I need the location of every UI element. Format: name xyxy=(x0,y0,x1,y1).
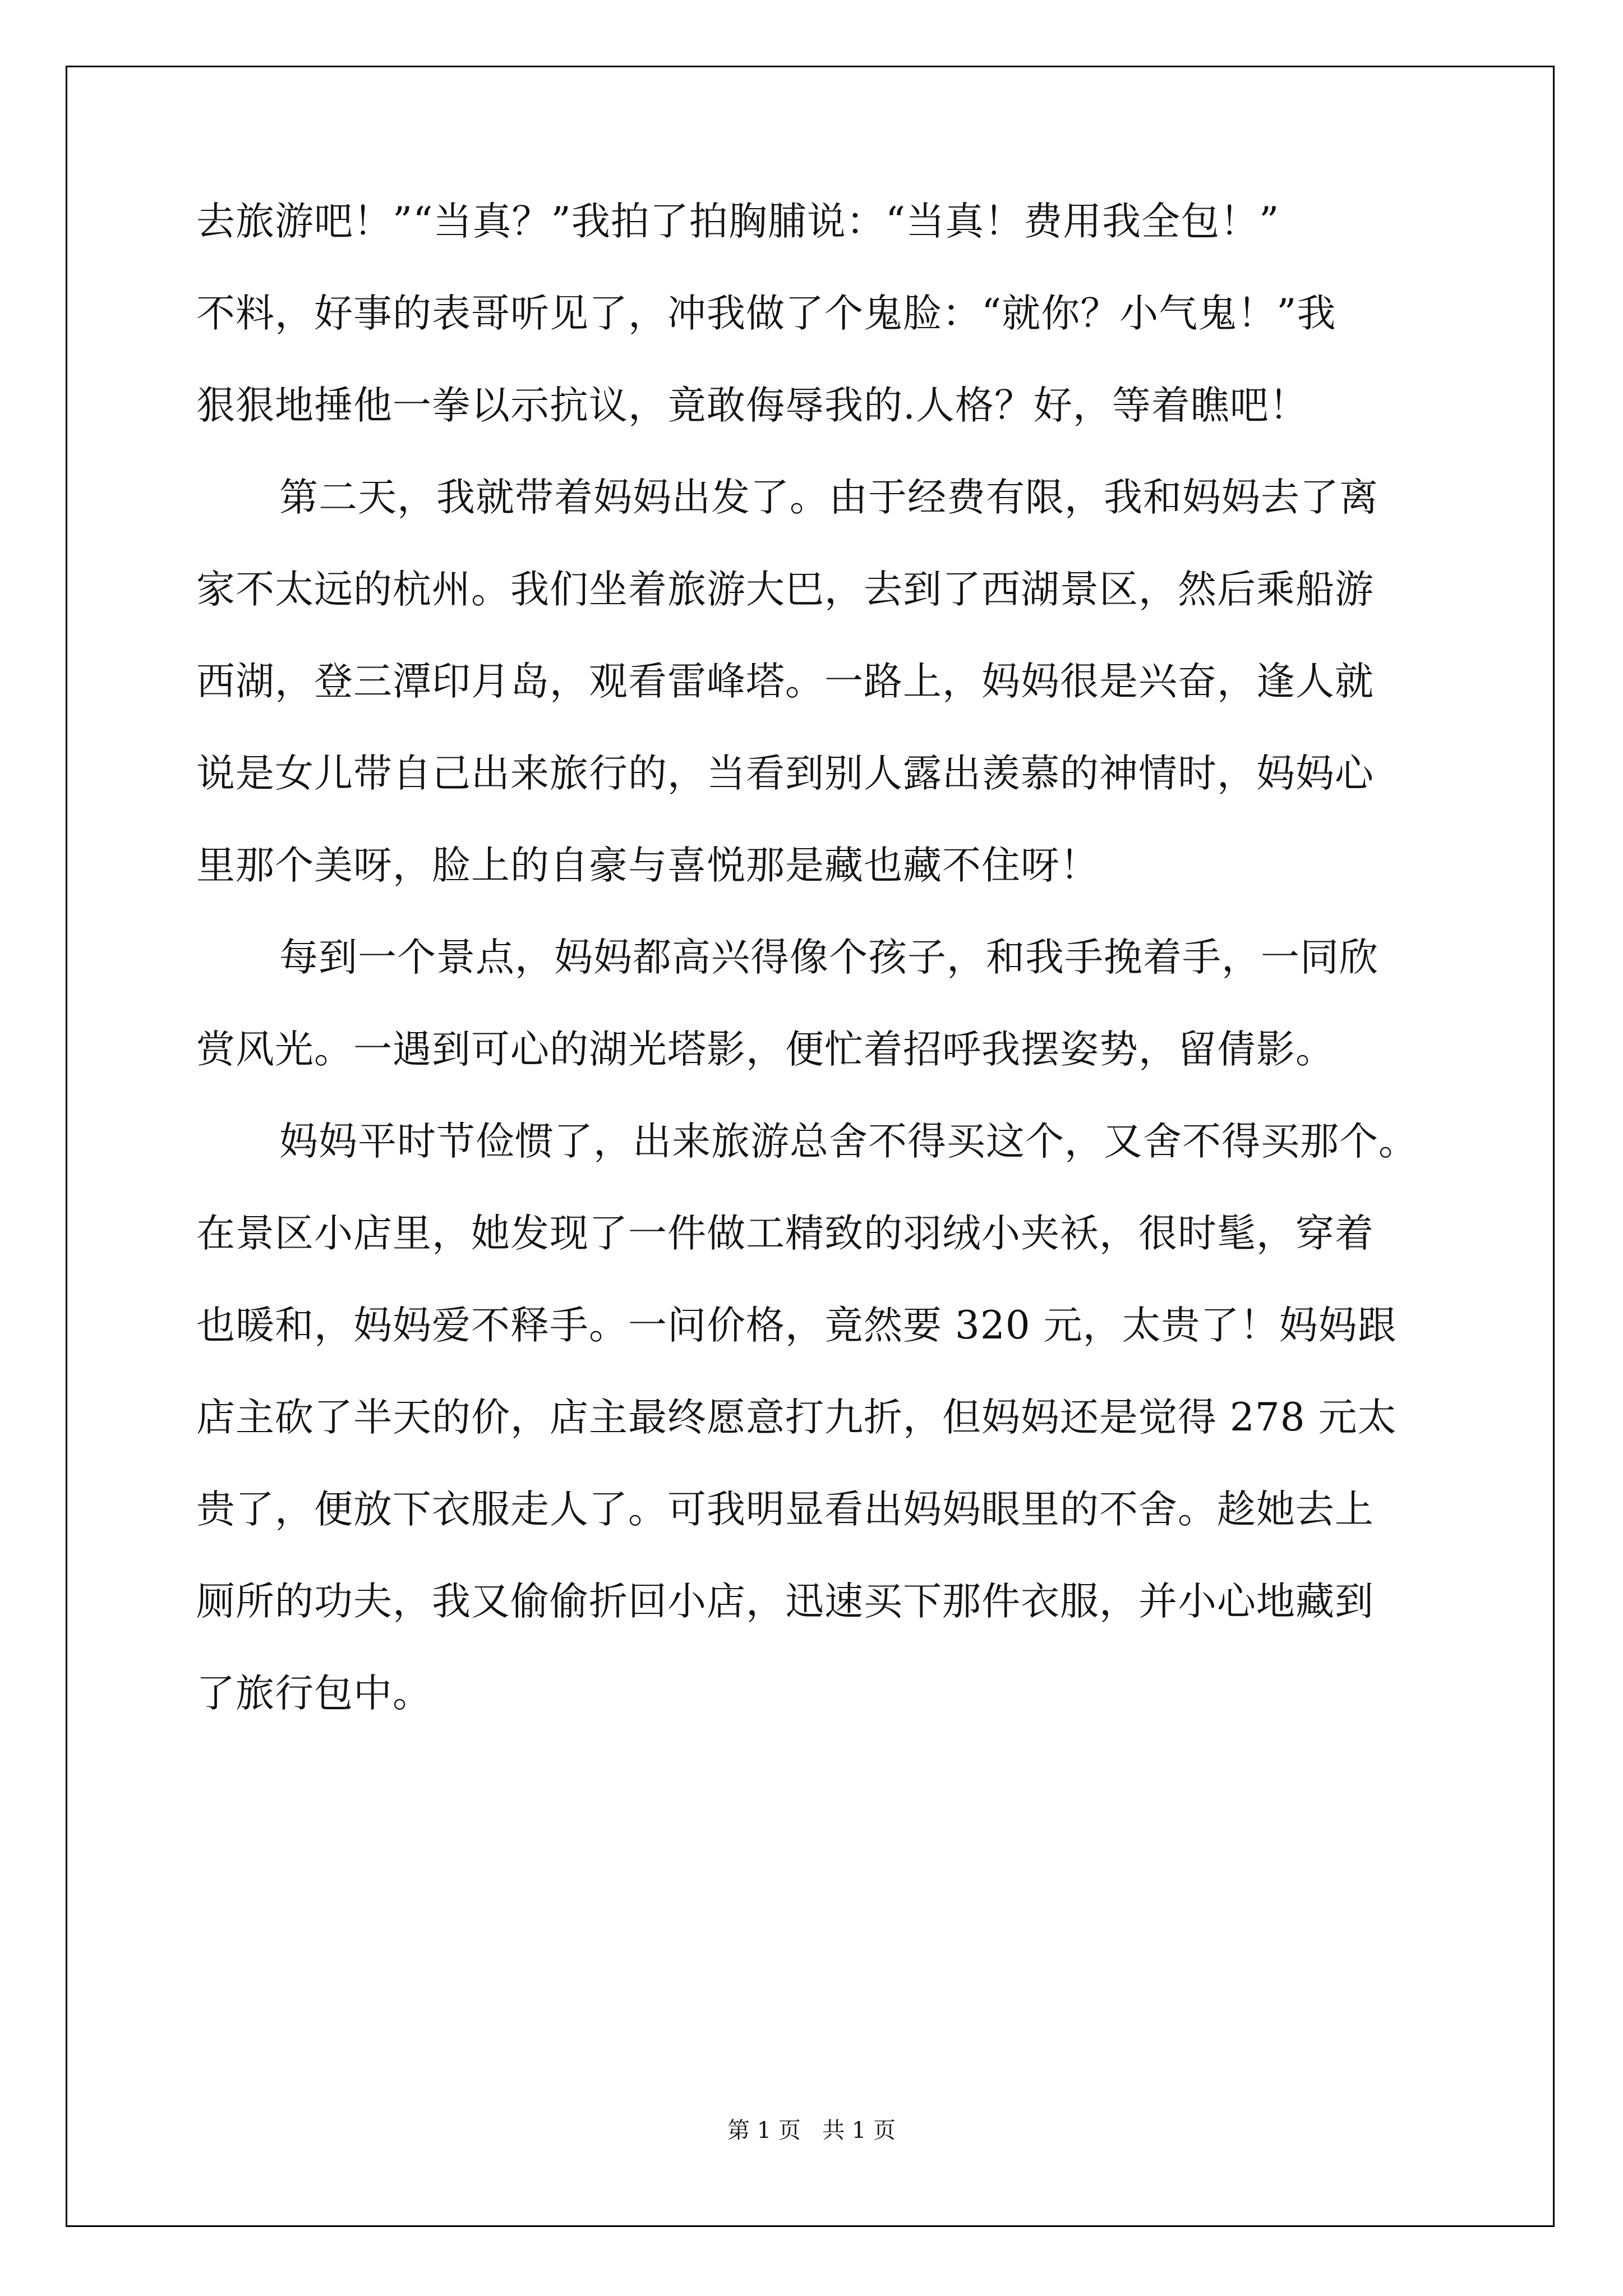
text-line: 不料，好事的表哥听见了，冲我做了个鬼脸：“就你？小气鬼！”我 xyxy=(196,291,1336,336)
text-line: 厕所的功夫，我又偷偷折回小店，迅速买下那件衣服，并小心地藏到 xyxy=(196,1579,1374,1624)
paragraph-first-line: 妈妈平时节俭惯了，出来旅游总舍不得买这个，又舍不得买那个。 xyxy=(279,1119,1418,1164)
paragraph-first-line: 第二天，我就带着妈妈出发了。由于经费有限，我和妈妈去了离 xyxy=(279,475,1378,520)
text-line: 也暖和，妈妈爱不释手。一问价格，竟然要 320 元，太贵了！妈妈跟 xyxy=(196,1303,1397,1348)
text-line: 狠狠地捶他一拳以示抗议，竟敢侮辱我的.人格？好，等着瞧吧！ xyxy=(196,383,1308,428)
text-line: 赏风光。一遇到可心的湖光塔影，便忙着招呼我摆姿势，留倩影。 xyxy=(196,1027,1335,1072)
page-footer: 第 1 页 共 1 页 xyxy=(727,2118,896,2143)
text-line: 贵了，便放下衣服走人了。可我明显看出妈妈眼里的不舍。趁她去上 xyxy=(196,1487,1374,1532)
text-line: 说是女儿带自己出来旅行的，当看到别人露出羡慕的神情时，妈妈心 xyxy=(196,751,1374,796)
text-line: 在景区小店里，她发现了一件做工精致的羽绒小夹袄，很时髦，穿着 xyxy=(196,1211,1374,1256)
text-line: 了旅行包中。 xyxy=(196,1671,432,1716)
text-line: 店主砍了半天的价，店主最终愿意打九折，但妈妈还是觉得 278 元太 xyxy=(196,1395,1397,1440)
text-line: 家不太远的杭州。我们坐着旅游大巴，去到了西湖景区，然后乘船游 xyxy=(196,567,1374,612)
text-line: 里那个美呀，脸上的自豪与喜悦那是藏也藏不住呀！ xyxy=(196,843,1099,888)
paragraph-first-line: 每到一个景点，妈妈都高兴得像个孩子，和我手挽着手，一同欣 xyxy=(279,935,1378,980)
text-line: 去旅游吧！”“当真？”我拍了拍胸脯说：“当真！费用我全包！” xyxy=(196,199,1280,244)
text-line: 西湖，登三潭印月岛，观看雷峰塔。一路上，妈妈很是兴奋，逢人就 xyxy=(196,659,1374,704)
